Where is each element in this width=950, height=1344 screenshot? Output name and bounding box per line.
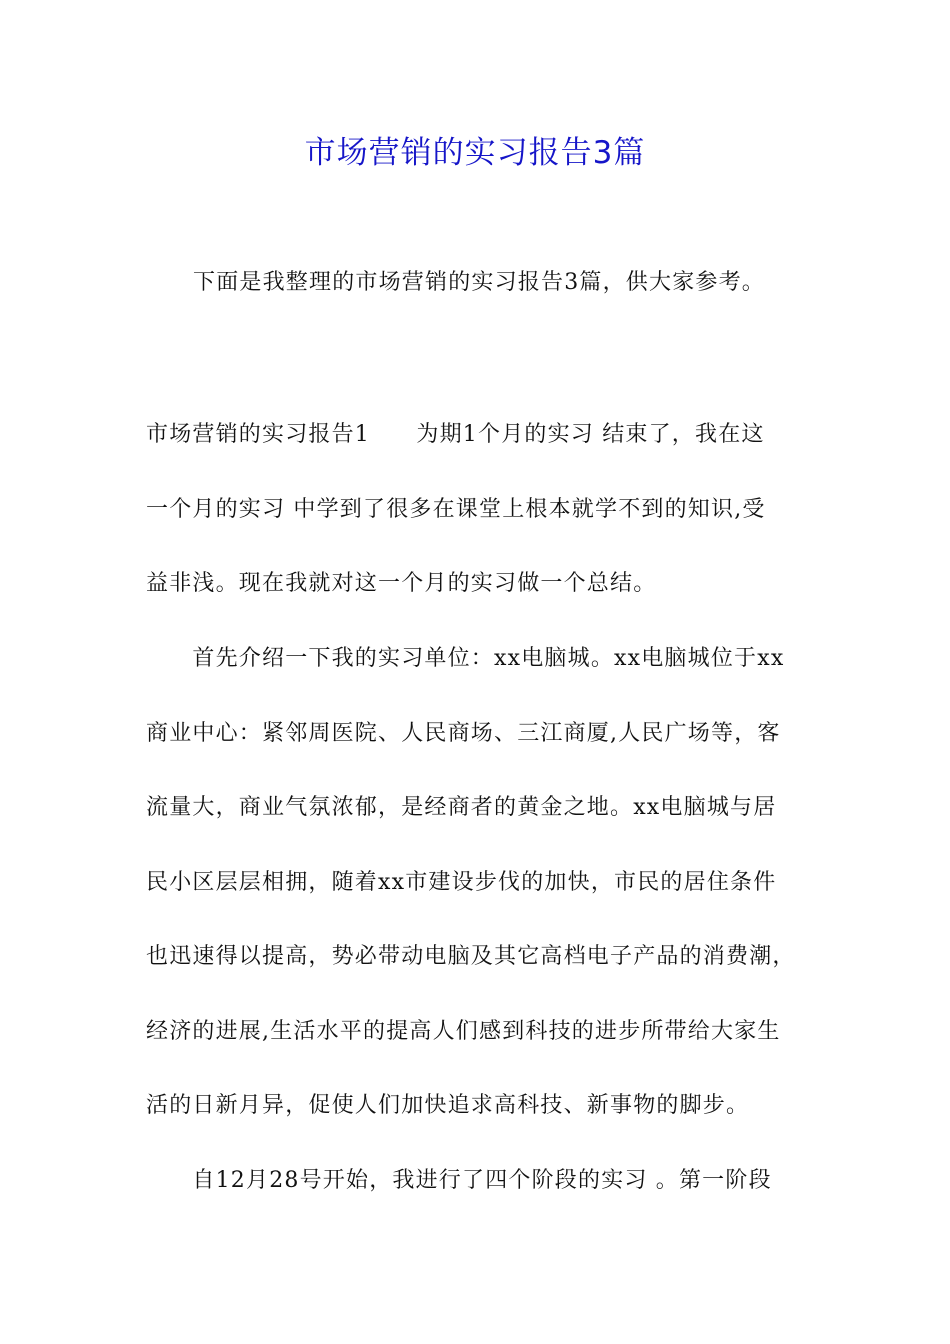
paragraph-line: 自12月28号开始，我进行了四个阶段的实习 。第一阶段 [146, 1168, 772, 1193]
paragraph-line: 经济的进展,生活水平的提高人们感到科技的进步所带给大家生 [146, 1018, 781, 1044]
paragraph-line: 一个月的实习 中学到了很多在课堂上根本就学不到的知识,受 [146, 496, 766, 522]
paragraph-line: 民小区层层相拥，随着xx市建设步伐的加快，市民的居住条件 [146, 869, 777, 895]
intro-line: 下面是我整理的市场营销的实习报告3篇，供大家参考。 [193, 270, 765, 295]
paragraph-line: 流量大，商业气氛浓郁，是经商者的黄金之地。xx电脑城与居 [146, 795, 777, 820]
paragraph-line: 益非浅。现在我就对这一个月的实习做一个总结。 [146, 571, 657, 596]
document-title: 市场营销的实习报告3篇 [304, 135, 646, 171]
paragraph-line: 活的日新月异，促使人们加快追求高科技、新事物的脚步。 [146, 1093, 750, 1118]
paragraph-3 [146, 1144, 812, 1219]
paragraph-2 [146, 622, 812, 1144]
paragraph-line: 首先介绍一下我的实习单位：xx电脑城。xx电脑城位于xx [146, 646, 785, 671]
intro-paragraph [193, 246, 859, 321]
paragraph-line: 商业中心：紧邻周医院、人民商场、三江商厦,人民广场等，客 [146, 720, 781, 746]
paragraph-1 [146, 398, 812, 622]
paragraph-line: 也迅速得以提高，势必带动电脑及其它高档电子产品的消费潮， [146, 944, 796, 969]
paragraph-line: 市场营销的实习报告1 为期1个月的实习 结束了，我在这 [146, 422, 765, 447]
